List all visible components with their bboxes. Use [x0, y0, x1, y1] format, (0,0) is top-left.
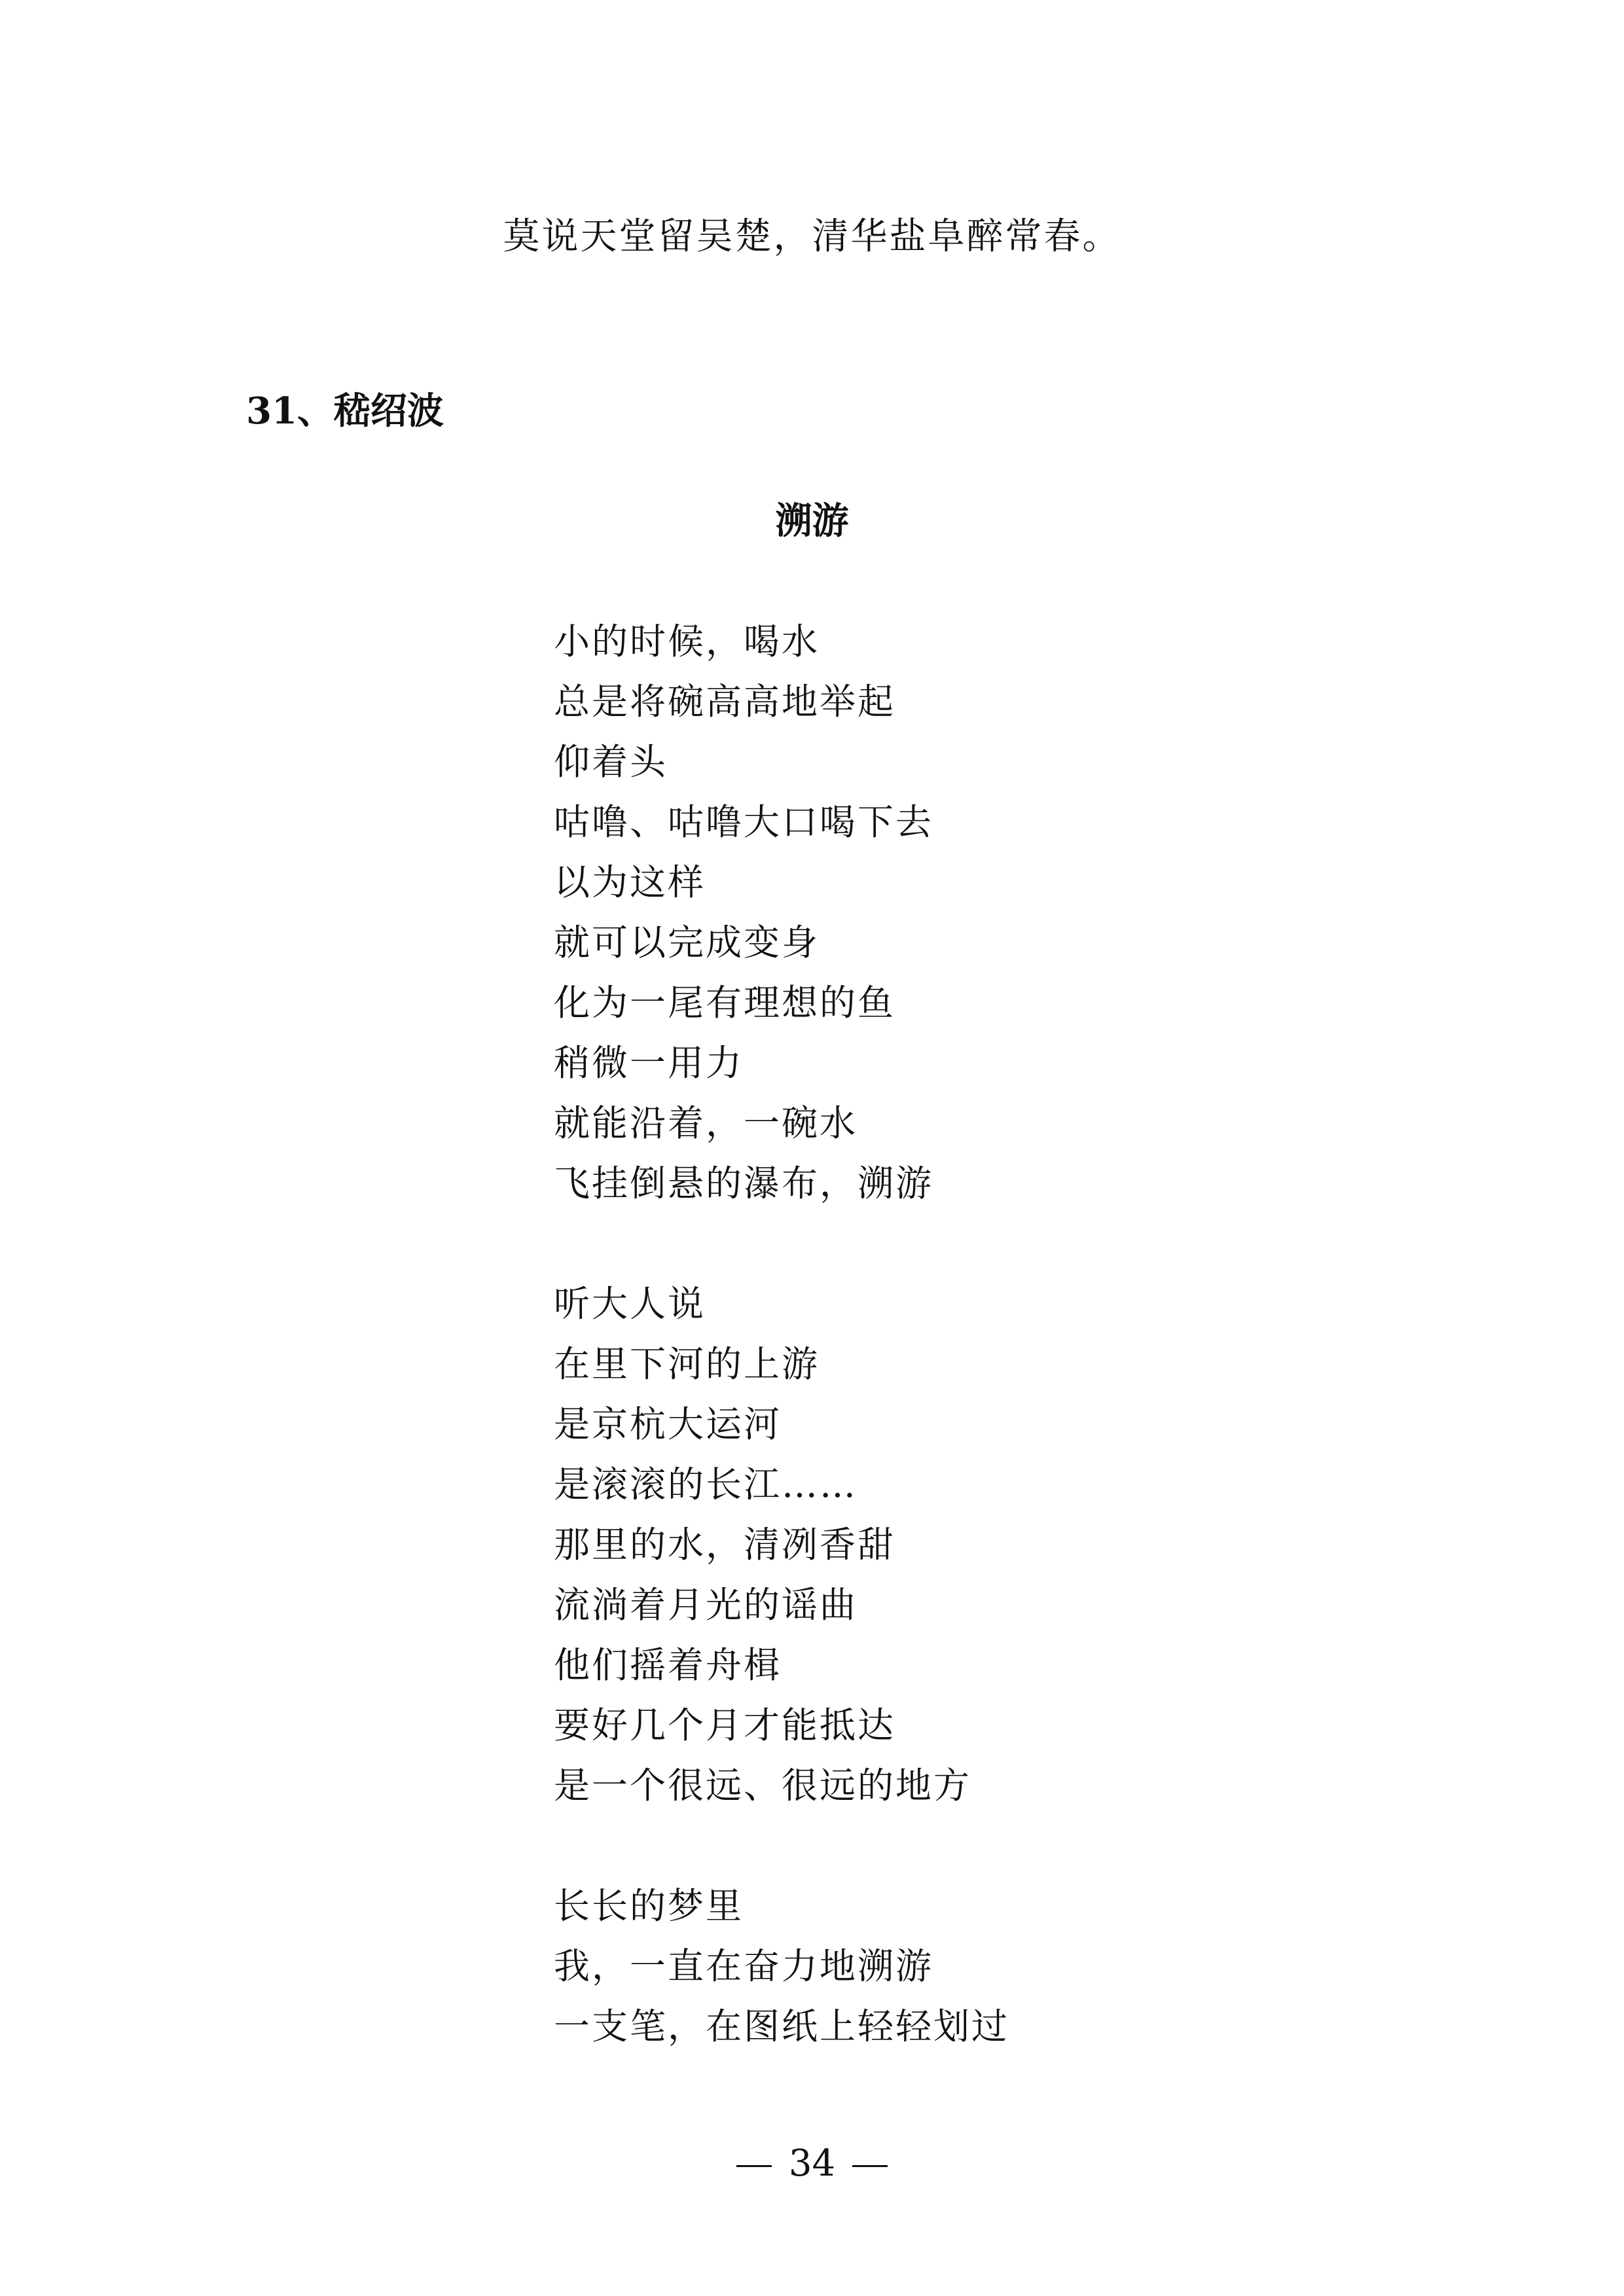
poem-line: 飞挂倒悬的瀑布，溯游	[554, 1162, 934, 1204]
poem-line: 仰着头	[554, 741, 668, 783]
poem-line: 以为这样	[554, 861, 706, 903]
poem-line: 他们摇着舟楫	[554, 1644, 782, 1686]
poem-stanza-1	[554, 611, 933, 1213]
poem-line: 长长的梦里	[554, 1885, 744, 1927]
poem-line: 是京杭大运河	[554, 1403, 782, 1445]
poem-line: 小的时候，喝水	[554, 620, 820, 662]
poem-line: 一支笔，在图纸上轻轻划过	[554, 2005, 1010, 2047]
poem-line: 要好几个月才能抵达	[554, 1704, 896, 1746]
poem-stanza-2	[554, 1274, 971, 1816]
poem-stanza-3	[554, 1876, 1009, 2056]
poem-line: 我，一直在奋力地溯游	[554, 1945, 934, 1987]
footer-dash-left	[736, 2165, 772, 2167]
page-number: 34	[788, 2142, 836, 2185]
poem-line: 就能沿着，一碗水	[554, 1102, 858, 1144]
previous-poem-closing-line: 莫说天堂留吴楚，清华盐阜醉常春。	[503, 215, 1121, 258]
section-heading: 31、嵇绍波	[246, 389, 444, 433]
poem-line: 就可以完成变身	[554, 922, 820, 963]
page-footer	[0, 2138, 1624, 2190]
poem-line: 在里下河的上游	[554, 1343, 820, 1385]
poem-line: 稍微一用力	[554, 1042, 744, 1084]
poem-line: 咕噜、咕噜大口喝下去	[554, 801, 934, 843]
poem-line: 听大人说	[554, 1283, 706, 1325]
poem-line: 那里的水，清冽香甜	[554, 1524, 896, 1566]
poem-line: 流淌着月光的谣曲	[554, 1584, 858, 1626]
footer-dash-right	[852, 2165, 888, 2167]
poem-line: 总是将碗高高地举起	[554, 681, 896, 723]
poem-title: 溯游	[775, 499, 849, 543]
poem-line: 化为一尾有理想的鱼	[554, 982, 896, 1024]
poem-line: 是滚滚的长江……	[554, 1463, 858, 1505]
poem-line: 是一个很远、很远的地方	[554, 1765, 972, 1806]
